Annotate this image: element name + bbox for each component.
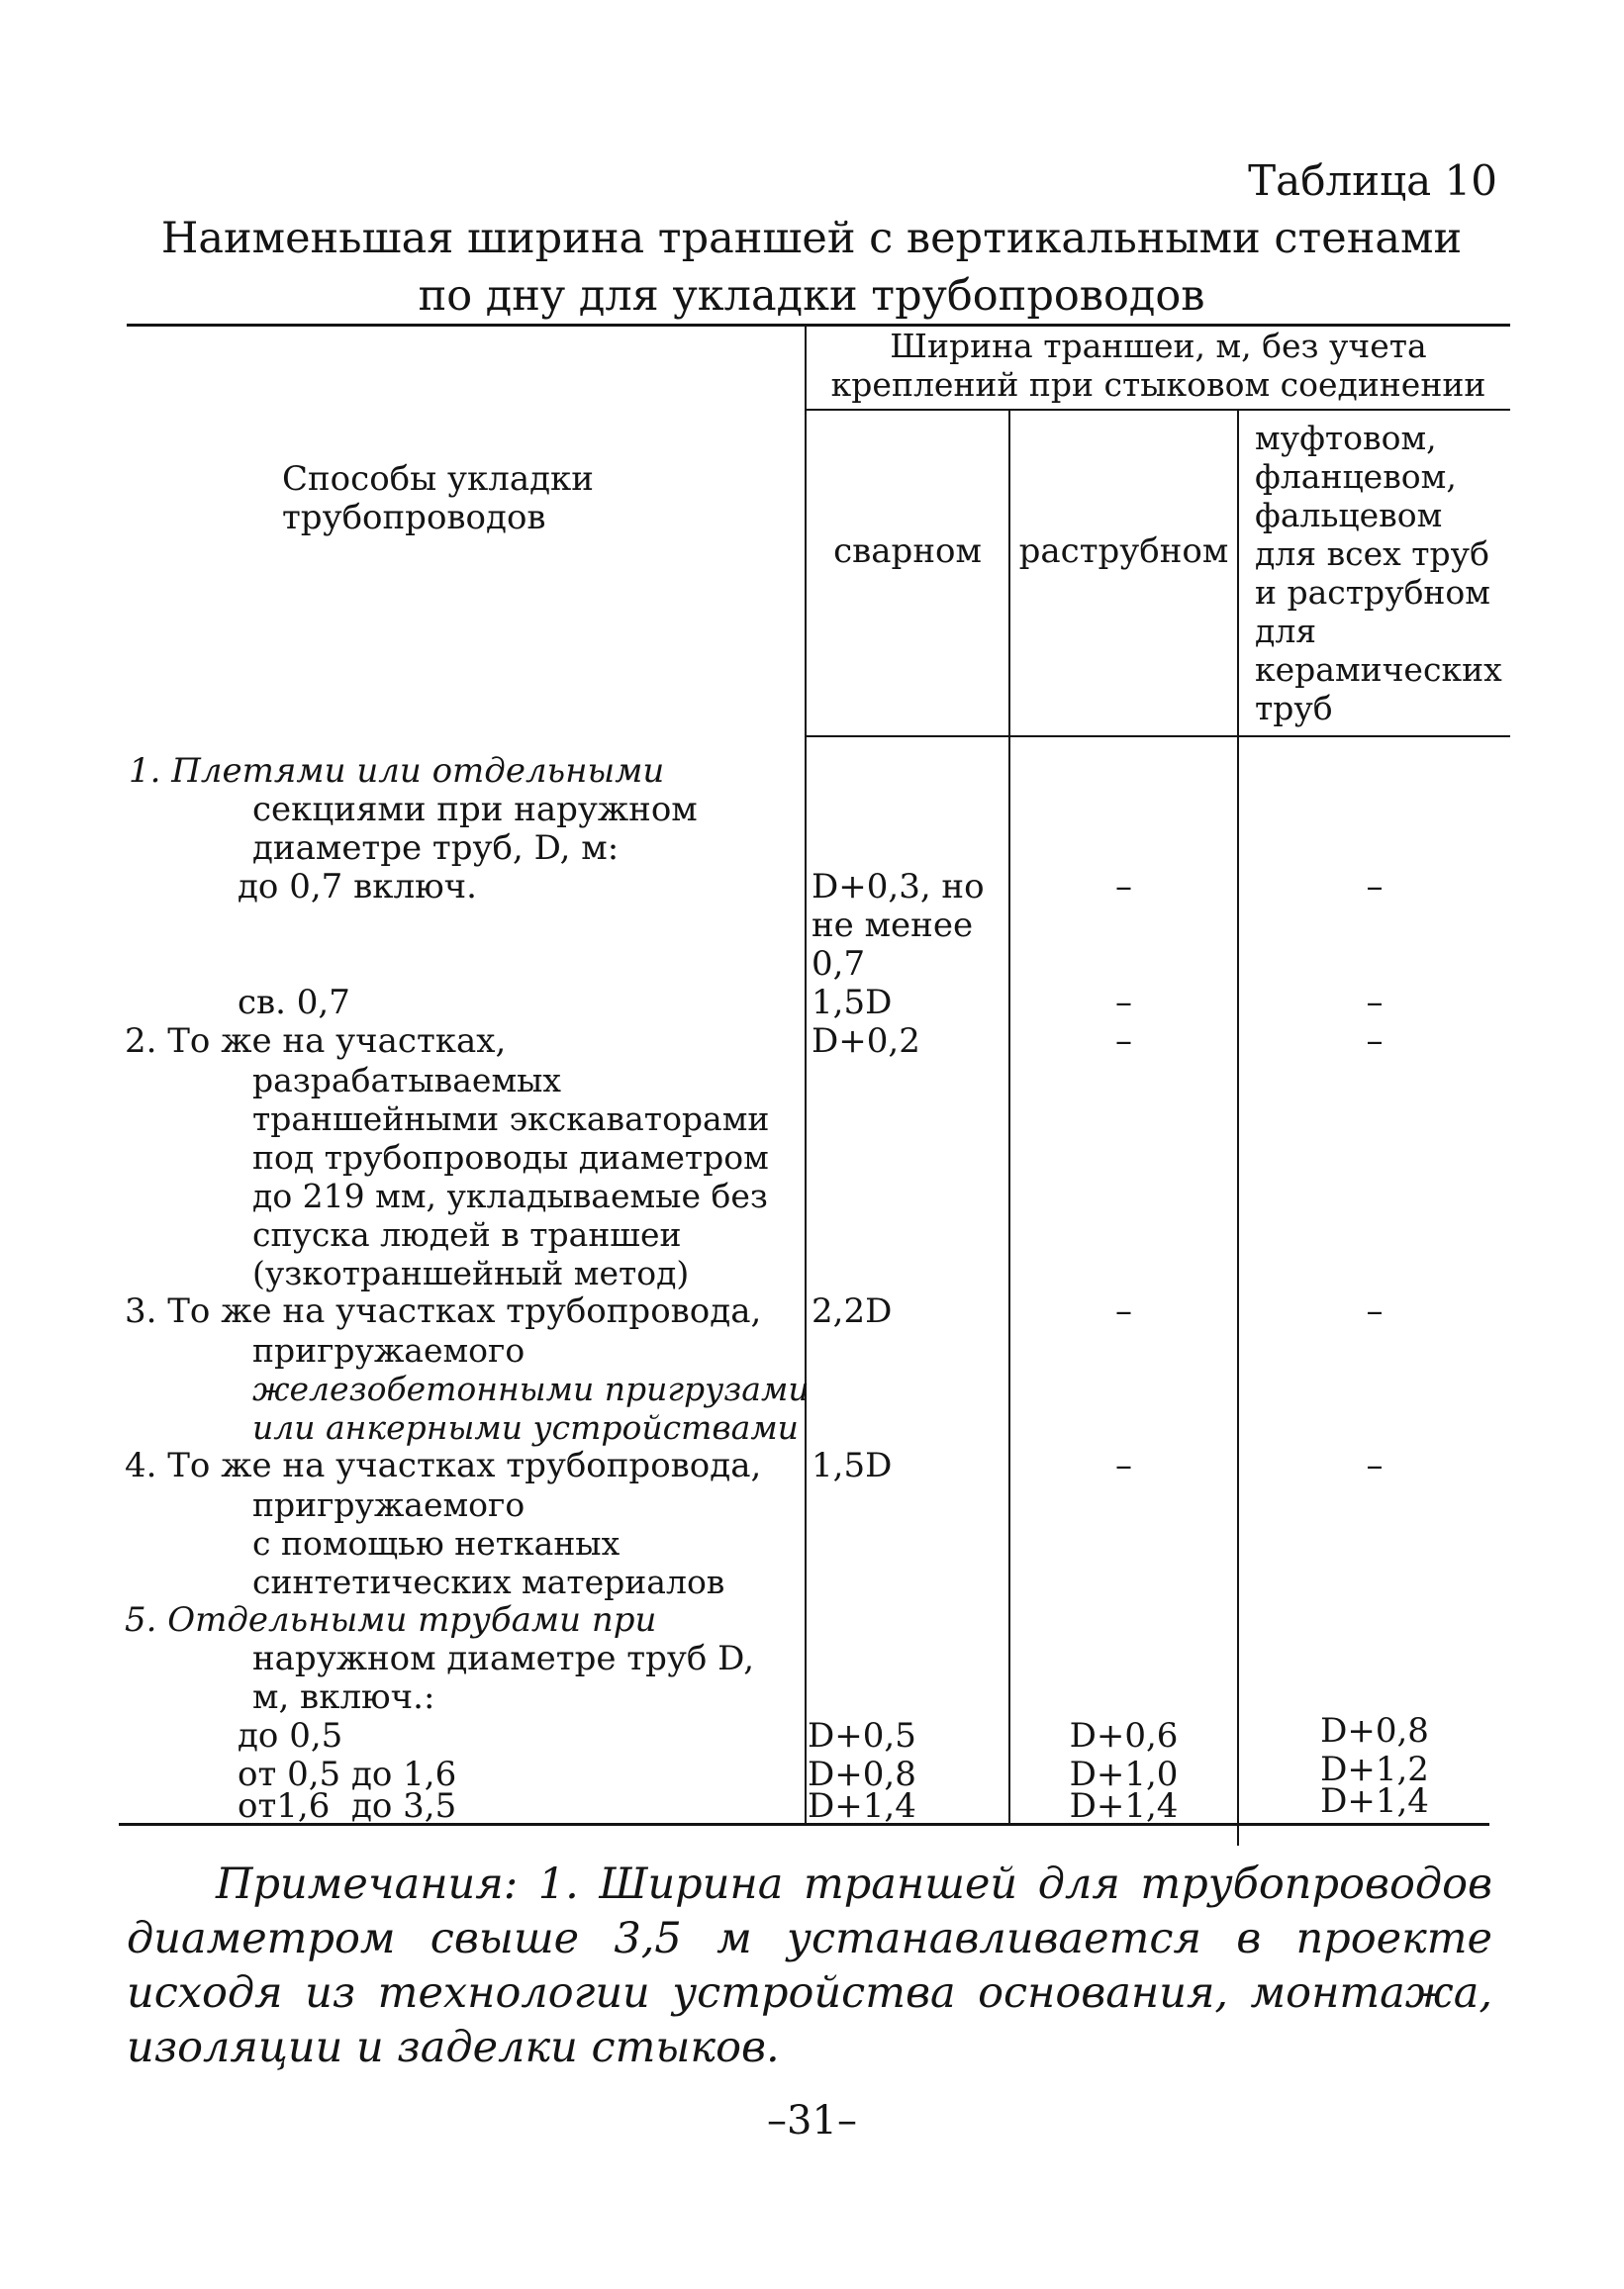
row-2-other: – bbox=[1366, 1021, 1384, 1061]
row-1-sub-1-socket: – bbox=[1115, 867, 1132, 906]
row-1-sub-2-other: – bbox=[1366, 983, 1384, 1022]
row-1-sub-2-socket: – bbox=[1115, 983, 1132, 1022]
row-5-sub-1-socket: D+0,6 bbox=[1069, 1716, 1179, 1756]
row-5-desc-cont: наружном диаметре труб D, м, включ.: bbox=[252, 1639, 755, 1717]
row-3-weld: 2,2D bbox=[812, 1291, 893, 1331]
header-width: Ширина траншеи, м, без учета креплений при стыковом соединении bbox=[830, 327, 1486, 404]
table-title-line-1: Наименьшая ширина траншей с вертикальными стенами bbox=[160, 214, 1463, 263]
row-5-sub-2-weld: D+0,8 bbox=[808, 1755, 916, 1794]
row-1-desc-cont: секциями при наружном диаметре труб, D, м: bbox=[252, 790, 698, 868]
row-1-sub-1-label: до 0,7 включ. bbox=[238, 867, 477, 906]
row-3-desc: 3. То же на участках трубопровода, bbox=[125, 1291, 762, 1331]
row-5-sub-2-socket: D+1,0 bbox=[1069, 1755, 1179, 1794]
row-5-sub-3-other: D+1,4 bbox=[1320, 1781, 1429, 1821]
row-4-other: – bbox=[1366, 1446, 1384, 1485]
row-5-sub-1-label: до 0,5 bbox=[238, 1716, 343, 1756]
header-method: Способы укладки трубопроводов bbox=[282, 459, 594, 537]
row-4-socket: – bbox=[1115, 1446, 1132, 1485]
table-label: Таблица 10 bbox=[1248, 156, 1497, 205]
row-5-sub-1-weld: D+0,5 bbox=[808, 1716, 916, 1756]
row-1-sub-1-weld: D+0,3, но не менее 0,7 bbox=[812, 867, 985, 984]
row-5-sub-2-other: D+1,2 bbox=[1320, 1750, 1429, 1789]
row-4-desc: 4. То же на участках трубопровода, bbox=[125, 1446, 762, 1485]
row-5-sub-1-other: D+0,8 bbox=[1320, 1711, 1429, 1751]
row-3-socket: – bbox=[1115, 1291, 1132, 1331]
row-4-desc-cont: пригружаемого с помощью нетканых синтетических материалов bbox=[252, 1485, 725, 1601]
header-col-weld: сварном bbox=[833, 531, 982, 571]
row-2-desc: 2. То же на участках, bbox=[125, 1021, 507, 1061]
page-number: –31– bbox=[767, 2098, 857, 2144]
row-5-sub-3-label: от1,6 до 3,5 bbox=[238, 1786, 457, 1826]
table-title-line-2: по дну для укладки трубопроводов bbox=[418, 271, 1205, 321]
row-5-sub-3-weld: D+1,4 bbox=[808, 1786, 916, 1826]
header-subrule bbox=[807, 409, 1510, 411]
header-col-other: муфтовом, фланцевом, фальцевом для всех труб и раструбном для керамических труб bbox=[1255, 419, 1502, 727]
row-5-sub-3-socket: D+1,4 bbox=[1069, 1786, 1179, 1826]
row-2-desc-cont: разрабатываемых траншейными экскаваторами под трубопроводы диаметром до 219 мм, укладываемые без спуска людей в траншеи (узкотраншейный метод) bbox=[252, 1061, 770, 1292]
row-3-other: – bbox=[1366, 1291, 1384, 1331]
row-1-desc: 1. Плетями или отдельными bbox=[129, 751, 665, 791]
header-bottom-rule bbox=[807, 735, 1510, 737]
row-5-sub-2-label: от 0,5 до 1,6 bbox=[238, 1755, 457, 1794]
column-rule-3 bbox=[1237, 411, 1239, 1846]
row-4-weld: 1,5D bbox=[812, 1446, 893, 1485]
row-1-sub-1-other: – bbox=[1366, 867, 1384, 906]
column-rule-2 bbox=[1008, 411, 1010, 1823]
row-5-desc: 5. Отдельными трубами при bbox=[125, 1600, 657, 1640]
table-title bbox=[119, 210, 1504, 325]
row-2-socket: – bbox=[1115, 1021, 1132, 1061]
row-3-desc-cont: пригружаемого железобетонными пригрузами или анкерными устройствами bbox=[252, 1331, 810, 1447]
row-1-sub-2-weld: 1,5D bbox=[812, 983, 893, 1022]
table-note: Примечания: 1. Ширина траншей для трубопроводов диаметром свыше 3,5 м устанавливается в проекте исходя из технологии устройства основания, монтажа, изоляции и заделки стыков. bbox=[127, 1860, 1492, 2072]
row-2-weld: D+0,2 bbox=[812, 1021, 920, 1061]
header-col-socket: раструбном bbox=[1018, 531, 1229, 571]
row-1-sub-2-label: св. 0,7 bbox=[238, 983, 350, 1022]
